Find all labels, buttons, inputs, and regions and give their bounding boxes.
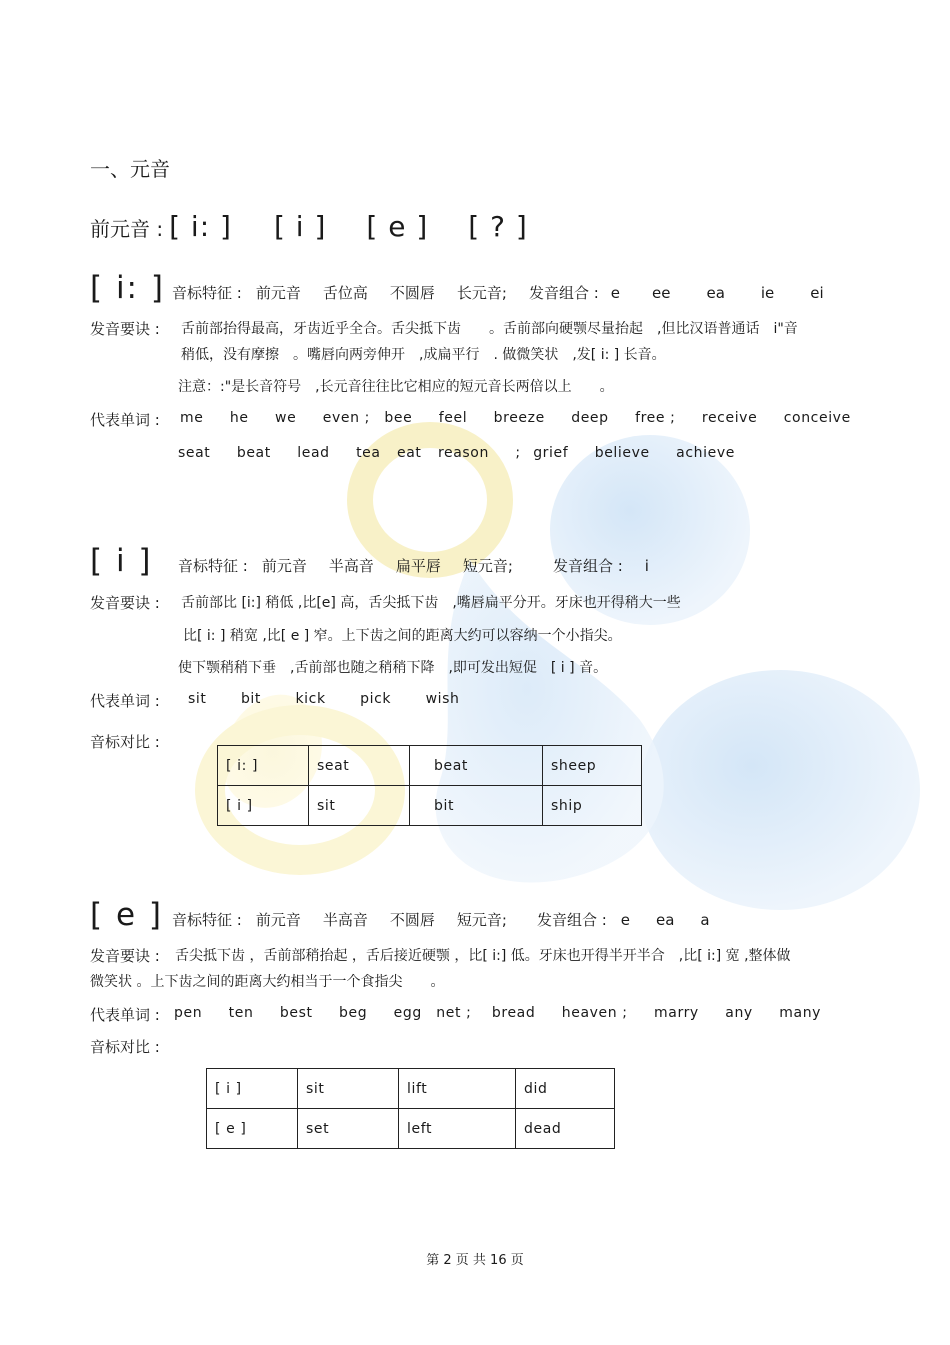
word: bit <box>240 691 262 707</box>
word: he <box>229 410 249 426</box>
front-vowel-symbol: [ ? ] <box>468 210 528 243</box>
combo: a <box>700 911 710 929</box>
tip-line: 微笑状 。上下齿之间的距离大约相当于一个食指尖 。 <box>90 974 445 990</box>
feature: 前元音 <box>255 284 301 302</box>
feature: 扁平唇 <box>395 557 441 575</box>
combo: i <box>644 557 649 575</box>
word: seat <box>178 445 211 461</box>
word: pen <box>174 1005 203 1021</box>
combo-label: 发音组合 : <box>528 284 599 302</box>
tip-line: 使下颚稍稍下垂 ,舌前部也随之稍稍下降 ,即可发出短促 [ i ] 音。 <box>178 660 608 676</box>
table-cell: beat <box>410 746 543 786</box>
table-cell: seat <box>309 746 410 786</box>
tip-line: 稍低，没有摩擦 。嘴唇向两旁伸开 ,成扁平行 . 做微笑状 ,发[ i: ] 长音。 <box>181 347 666 363</box>
word: ten <box>228 1005 254 1021</box>
tips-label: 发音要诀 : <box>90 320 160 338</box>
word: even ; <box>322 410 370 426</box>
vowel-header-i-short <box>90 543 649 579</box>
feature: 半高音 <box>328 557 374 575</box>
word: any <box>725 1005 753 1021</box>
vowel-symbol: [ i: ] <box>90 270 165 306</box>
feature: 长元音; <box>456 284 507 302</box>
word: lead <box>297 445 330 461</box>
tip-line: 舌尖抵下齿 ，舌前部稍抬起 ，舌后接近硬颚 ，比[ i:] 低。牙床也开得半开半合 ,比[ i:] 宽 ,整体做 <box>175 948 791 964</box>
feature: 前元音 <box>255 911 301 929</box>
tip-line: 舌前部比 [i:] 稍低 ,比[e] 高，舌尖抵下齿 ,嘴唇扁平分开。牙床也开得稍大一些 <box>181 595 681 611</box>
word: egg <box>393 1005 422 1021</box>
compare-table <box>217 745 642 826</box>
word: best <box>279 1005 313 1021</box>
combo: ea <box>706 284 725 302</box>
features-label: 音标特征 : <box>172 284 242 302</box>
tip-line: 舌前部抬得最高，牙齿近乎全合。舌尖抵下齿 。舌前部向硬颚尽量抬起 ,但比汉语普通话 i"音 <box>181 321 798 337</box>
compare-label: 音标对比 : <box>90 733 160 751</box>
table-cell: left <box>399 1109 516 1149</box>
word-list <box>188 691 481 707</box>
word-list <box>180 410 873 426</box>
feature: 半高音 <box>322 911 368 929</box>
table-cell: dead <box>516 1109 615 1149</box>
word: grief <box>533 445 569 461</box>
word: heaven ; <box>561 1005 628 1021</box>
compare-table <box>206 1068 615 1149</box>
word: pick <box>360 691 392 707</box>
word: achieve <box>676 445 735 461</box>
section-title: 一、元音 <box>90 157 170 181</box>
word: reason <box>437 445 489 461</box>
table-cell: [ i: ] <box>218 746 309 786</box>
tips-label: 发音要诀 : <box>90 594 160 612</box>
word: believe <box>594 445 650 461</box>
tip-line: 比[ i: ] 稍宽 ,比[ e ] 窄。上下齿之间的距离大约可以容纳一个小指尖。 <box>183 628 622 644</box>
table-cell: [ i ] <box>218 786 309 826</box>
features-label: 音标特征 : <box>172 911 242 929</box>
feature: 前元音 <box>261 557 307 575</box>
word: conceive <box>783 410 851 426</box>
combo-label: 发音组合 : <box>536 911 607 929</box>
tips-label: 发音要诀 : <box>90 947 160 965</box>
word: deep <box>571 410 609 426</box>
combo: e <box>610 284 620 302</box>
table-cell: bit <box>410 786 543 826</box>
table-cell: sit <box>298 1069 399 1109</box>
front-vowels-heading <box>90 210 528 243</box>
word: we <box>275 410 297 426</box>
combo-label: 发音组合 : <box>552 557 623 575</box>
words-label: 代表单词 : <box>90 1006 160 1024</box>
word: marry <box>654 1005 699 1021</box>
feature: 不圆唇 <box>389 284 435 302</box>
feature: 短元音; <box>462 557 513 575</box>
table-cell: set <box>298 1109 399 1149</box>
table-cell: ship <box>543 786 642 826</box>
front-vowel-symbol: [ e ] <box>366 210 429 243</box>
word: beat <box>236 445 271 461</box>
vowel-header-i-long <box>90 270 824 306</box>
word: tea <box>356 445 381 461</box>
table-row <box>207 1069 615 1109</box>
features-label: 音标特征 : <box>178 557 248 575</box>
word-list <box>174 1005 843 1021</box>
word: breeze <box>493 410 545 426</box>
combo: ei <box>810 284 824 302</box>
word: net ; <box>436 1005 472 1021</box>
word: wish <box>425 691 460 707</box>
front-vowels-label: 前元音 : <box>90 217 164 241</box>
vowel-header-e <box>90 897 710 933</box>
word: free ; <box>635 410 676 426</box>
feature: 短元音; <box>456 911 507 929</box>
table-cell: [ i ] <box>207 1069 298 1109</box>
words-label: 代表单词 : <box>90 411 160 429</box>
vowel-symbol: [ e ] <box>90 897 163 933</box>
tip-note: 注意：:"是长音符号 ,长元音往往比它相应的短元音长两倍以上 。 <box>178 379 614 395</box>
table-cell: [ e ] <box>207 1109 298 1149</box>
feature: 不圆唇 <box>389 911 435 929</box>
table-row <box>207 1109 615 1149</box>
word: me <box>180 410 204 426</box>
word: kick <box>295 691 326 707</box>
word: many <box>779 1005 822 1021</box>
word: bee <box>384 410 413 426</box>
table-cell: lift <box>399 1069 516 1109</box>
word: receive <box>701 410 758 426</box>
front-vowel-symbol: [ i: ] <box>169 210 232 243</box>
combo: ee <box>652 284 671 302</box>
table-row <box>218 786 642 826</box>
table-cell: did <box>516 1069 615 1109</box>
table-row <box>218 746 642 786</box>
word: beg <box>339 1005 368 1021</box>
word-list <box>178 445 757 461</box>
page-footer: 第 2 页 共 16 页 <box>426 1253 524 1268</box>
combo: ea <box>656 911 675 929</box>
combo: e <box>620 911 630 929</box>
table-cell: sheep <box>543 746 642 786</box>
word: feel <box>438 410 468 426</box>
word: ; <box>515 445 521 461</box>
feature: 舌位高 <box>322 284 368 302</box>
combo: ie <box>760 284 775 302</box>
word: bread <box>491 1005 536 1021</box>
word: sit <box>188 691 207 707</box>
front-vowel-symbol: [ i ] <box>273 210 327 243</box>
words-label: 代表单词 : <box>90 692 160 710</box>
word: eat <box>397 445 422 461</box>
table-cell: sit <box>309 786 410 826</box>
compare-label: 音标对比 : <box>90 1038 160 1056</box>
vowel-symbol: [ i ] <box>90 543 153 579</box>
